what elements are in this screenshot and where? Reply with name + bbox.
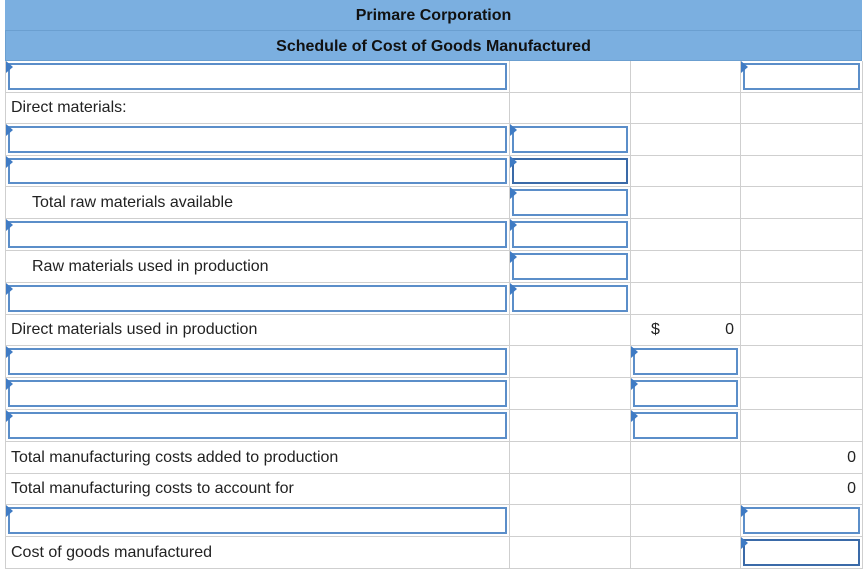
amount-input[interactable] — [743, 507, 860, 534]
table-row — [5, 283, 863, 315]
row-label: Cost of goods manufactured — [11, 543, 213, 561]
label-input[interactable] — [8, 285, 507, 312]
schedule-title: Schedule of Cost of Goods Manufactured — [5, 30, 862, 61]
amount-value: 0 — [847, 480, 856, 497]
row-label: Total raw materials available — [32, 193, 233, 211]
amount-value: 0 — [725, 321, 734, 338]
table-row — [5, 61, 863, 93]
dropdown-flag-icon[interactable] — [510, 187, 517, 199]
row-label: Total manufacturing costs added to production — [11, 448, 339, 466]
dropdown-flag-icon[interactable] — [6, 410, 13, 422]
table-row — [5, 251, 863, 283]
amount-input[interactable] — [633, 348, 738, 375]
label-input[interactable] — [8, 158, 507, 184]
dropdown-flag-icon[interactable] — [631, 346, 638, 358]
dropdown-flag-icon[interactable] — [741, 505, 748, 517]
table-row — [5, 537, 863, 569]
company-name: Primare Corporation — [5, 0, 862, 30]
amount-input[interactable] — [512, 221, 628, 248]
amount-input[interactable] — [633, 380, 738, 407]
table-row — [5, 156, 863, 187]
label-input[interactable] — [8, 348, 507, 375]
dropdown-flag-icon[interactable] — [6, 61, 13, 73]
dropdown-flag-icon[interactable] — [6, 219, 13, 231]
dropdown-flag-icon[interactable] — [510, 124, 517, 136]
row-label: Raw materials used in production — [32, 257, 269, 275]
table-row — [5, 315, 863, 346]
currency-symbol: $ — [651, 321, 660, 338]
dropdown-flag-icon[interactable] — [6, 156, 13, 168]
table-row — [5, 93, 863, 124]
row-label: Total manufacturing costs to account for — [11, 480, 294, 497]
table-row — [5, 442, 863, 474]
table-row — [5, 410, 863, 442]
label-input[interactable] — [8, 412, 507, 439]
label-input[interactable] — [8, 63, 507, 90]
amount-input[interactable] — [512, 126, 628, 153]
dropdown-flag-icon[interactable] — [510, 283, 517, 295]
dropdown-flag-icon[interactable] — [510, 251, 517, 263]
label-input[interactable] — [8, 380, 507, 407]
amount-input[interactable] — [633, 412, 738, 439]
dropdown-flag-icon[interactable] — [6, 505, 13, 517]
table-row — [5, 474, 863, 505]
label-input[interactable] — [8, 126, 507, 153]
dropdown-flag-icon[interactable] — [510, 219, 517, 231]
amount-input[interactable] — [743, 539, 860, 566]
amount-input[interactable] — [743, 63, 860, 90]
label-input[interactable] — [8, 507, 507, 534]
table-row — [5, 378, 863, 410]
dropdown-flag-icon[interactable] — [631, 378, 638, 390]
dropdown-flag-icon[interactable] — [6, 283, 13, 295]
amount-input[interactable] — [512, 189, 628, 216]
dropdown-flag-icon[interactable] — [6, 124, 13, 136]
row-label: Direct materials used in production — [11, 321, 258, 338]
amount-value: 0 — [847, 448, 856, 466]
dropdown-flag-icon[interactable] — [741, 537, 748, 549]
amount-input[interactable] — [512, 285, 628, 312]
amount-input[interactable] — [512, 158, 628, 184]
table-row — [5, 124, 863, 156]
dropdown-flag-icon[interactable] — [741, 61, 748, 73]
table-row — [5, 346, 863, 378]
label-input[interactable] — [8, 221, 507, 248]
table-row — [5, 187, 863, 219]
row-label: Direct materials: — [11, 99, 127, 116]
dropdown-flag-icon[interactable] — [6, 346, 13, 358]
dropdown-flag-icon[interactable] — [6, 378, 13, 390]
dropdown-flag-icon[interactable] — [631, 410, 638, 422]
dropdown-flag-icon[interactable] — [510, 156, 517, 168]
table-row — [5, 219, 863, 251]
amount-input[interactable] — [512, 253, 628, 280]
table-row — [5, 505, 863, 537]
